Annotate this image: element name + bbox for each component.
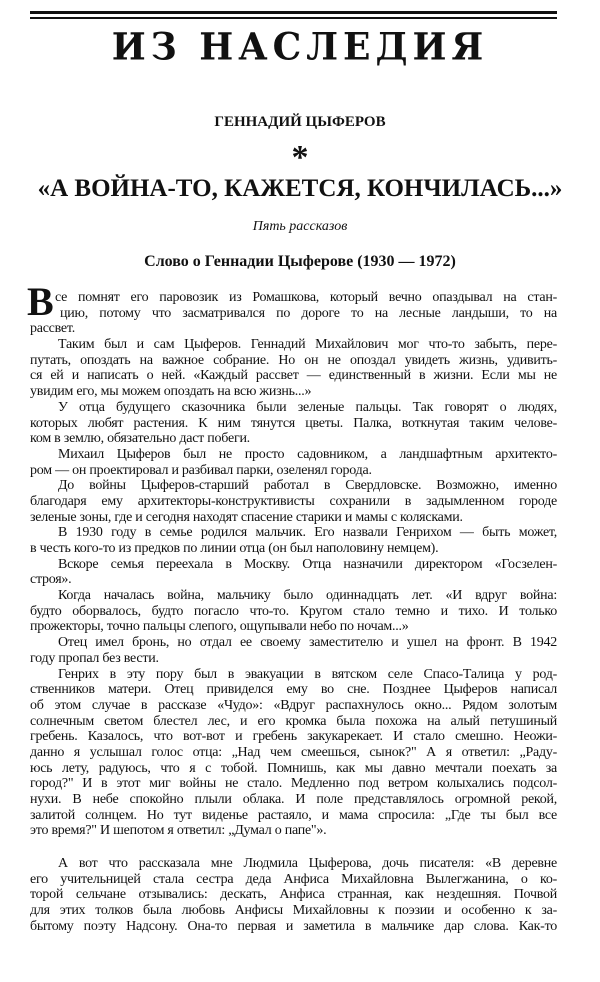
text-line: это время?" И шепотом я ответил: „Думал о папе"». [30, 823, 327, 839]
text-line: город?" И в этот миг войны не стало. Медленно под ветром колыхались подсол- [30, 776, 557, 792]
text-line: ся ей и написать о ней. «Каждый рассвет — единственный в жизни. Если мы не [30, 368, 557, 384]
text-line: Генрих в эту пору был в эвакуации в вятском селе Спасо-Талица у род- [58, 666, 557, 682]
text-line: се помнят его паровозик из Ромашкова, который вечно опаздывал на стан- [55, 290, 557, 305]
text-line: рассвет. [30, 321, 75, 337]
text-line: До войны Цыферов-старший работал в Свердловске. Возможно, именно [58, 478, 557, 494]
article-heading: Слово о Геннадии Цыферове (1930 — 1972) [144, 253, 456, 270]
text-line: которых любят растения. К ним тянутся цветы. Палка, воткнутая таким челове- [30, 415, 557, 431]
paragraph [30, 337, 557, 400]
text-line: ром — он проектировал и разбивал парки, озеленял города. [30, 462, 372, 478]
article-body [27, 279, 557, 935]
paragraph [30, 290, 557, 337]
text-line: зеленые зоны, где и сегодня находят спасение старики и мамы с колясками. [30, 509, 463, 525]
paragraph [30, 667, 557, 840]
text-line: данно я услышал голос отца: „Над чем смеешься, сынок?" А я ответил: „Раду- [30, 744, 557, 760]
text-line: путать, опоздать на важное собрание. Но он не опоздал увидеть жизнь, удивить- [30, 352, 557, 368]
text-line: для этих толков была любовь Анфисы Михайловны к поэзии и особенно к за- [30, 903, 557, 919]
paragraph [30, 588, 557, 635]
header-rule-thick [30, 11, 557, 14]
work-subtitle: Пять рассказов [252, 219, 348, 234]
text-line: ком в землю, обязательно даст побеги. [30, 431, 250, 447]
text-line: Таким был и сам Цыферов. Геннадий Михайлович мог что-то забыть, пере- [58, 337, 557, 353]
asterisk-ornament: * [291, 139, 309, 176]
text-line: бытому поэту Надсону. Она-то первая и заметила в мальчике дар слова. Как-то [30, 918, 557, 934]
paragraph [30, 856, 557, 934]
paragraph [30, 400, 557, 447]
author-name: ГЕННАДИЙ ЦЫФЕРОВ [214, 114, 386, 130]
text-line: увидим его, мы можем опоздать на всю жизнь...» [30, 384, 312, 400]
paragraph [30, 447, 557, 478]
text-line: Отец имел бронь, но отдал ее своему заместителю и ушел на фронт. В 1942 [58, 635, 557, 651]
paragraph [30, 525, 557, 556]
section-title: ИЗ НАСЛЕДИЯ [111, 24, 489, 70]
text-line: году пропал без вести. [30, 650, 159, 666]
text-line: Когда началась война, мальчику было одиннадцать лет. «И вдруг война: [58, 588, 557, 604]
text-line: гребень. Казалось, что вот-вот и гребень закукарекает. И стало смешно. Неожи- [30, 729, 557, 745]
text-line: солнечным светом блестел лес, и его кромка была похожа на алый петушиный [30, 713, 557, 729]
paragraph [30, 478, 557, 525]
text-line: А вот что рассказала мне Людмила Цыферова, дочь писателя: «В деревне [58, 856, 557, 872]
text-line: Вскоре семья переехала в Москву. Отца назначили директором «Госзелен- [58, 556, 557, 572]
text-line: об этом случае в рассказе «Чудо»: «Вдруг распахнулось окно... Рядом золотым [30, 697, 557, 713]
text-line: будто оборвалось, будто погасло что-то. Кругом стало темно и тихо. И только [30, 603, 557, 619]
text-line: юсь лету, радуюсь, что я с тобой. Помнишь, как мы давно мечтали поехать за [30, 760, 557, 776]
text-line: в честь кого-то из предков по линии отца (он был наполовину немцем). [30, 541, 439, 556]
text-line: торой сельчане отзывались: дескать, Анфиса странная, как нездешняя. Почвой [30, 887, 557, 903]
text-line: В 1930 году в семье родился мальчик. Его назвали Генрихом — быть может, [58, 525, 557, 541]
paragraph-gap [30, 839, 557, 856]
work-title: «А ВОЙНА-ТО, КАЖЕТСЯ, КОНЧИЛАСЬ...» [37, 175, 563, 202]
header-rule-thin [30, 17, 557, 19]
text-line: благодаря ему архитекторы-конструктивисты сохранили в задымленном городе [30, 493, 557, 509]
text-line: строя». [30, 572, 72, 588]
text-line: ственников матери. Отец привиделся ему во сне. Позднее Цыферов написал [30, 682, 557, 698]
text-line: его учительницей стала сестра деда Анфиса Михайловна Вылегжанина, о ко- [30, 871, 557, 887]
paragraph [30, 635, 557, 666]
text-line: прожекторы, точно пальцы слепого, ощупывали небо по ночам...» [30, 619, 409, 635]
paragraph [30, 557, 557, 588]
text-line: цию, потому что засматривался по дороге то на лесные ландыши, то на [60, 305, 557, 321]
text-line: нухи. В небе спокойно плыли облака. И поле представлялось огромной рекой, [30, 792, 557, 807]
text-line: залитой солнцем. Но тут виденье растаяло, и мама спросила: „Где ты был все [30, 807, 557, 823]
text-line: У отца будущего сказочника были зеленые пальцы. Так говорят о людях, [58, 399, 557, 415]
drop-cap: В [27, 279, 54, 324]
text-line: Михаил Цыферов был не просто садовником, а ландшафтным архитекто- [58, 446, 557, 462]
